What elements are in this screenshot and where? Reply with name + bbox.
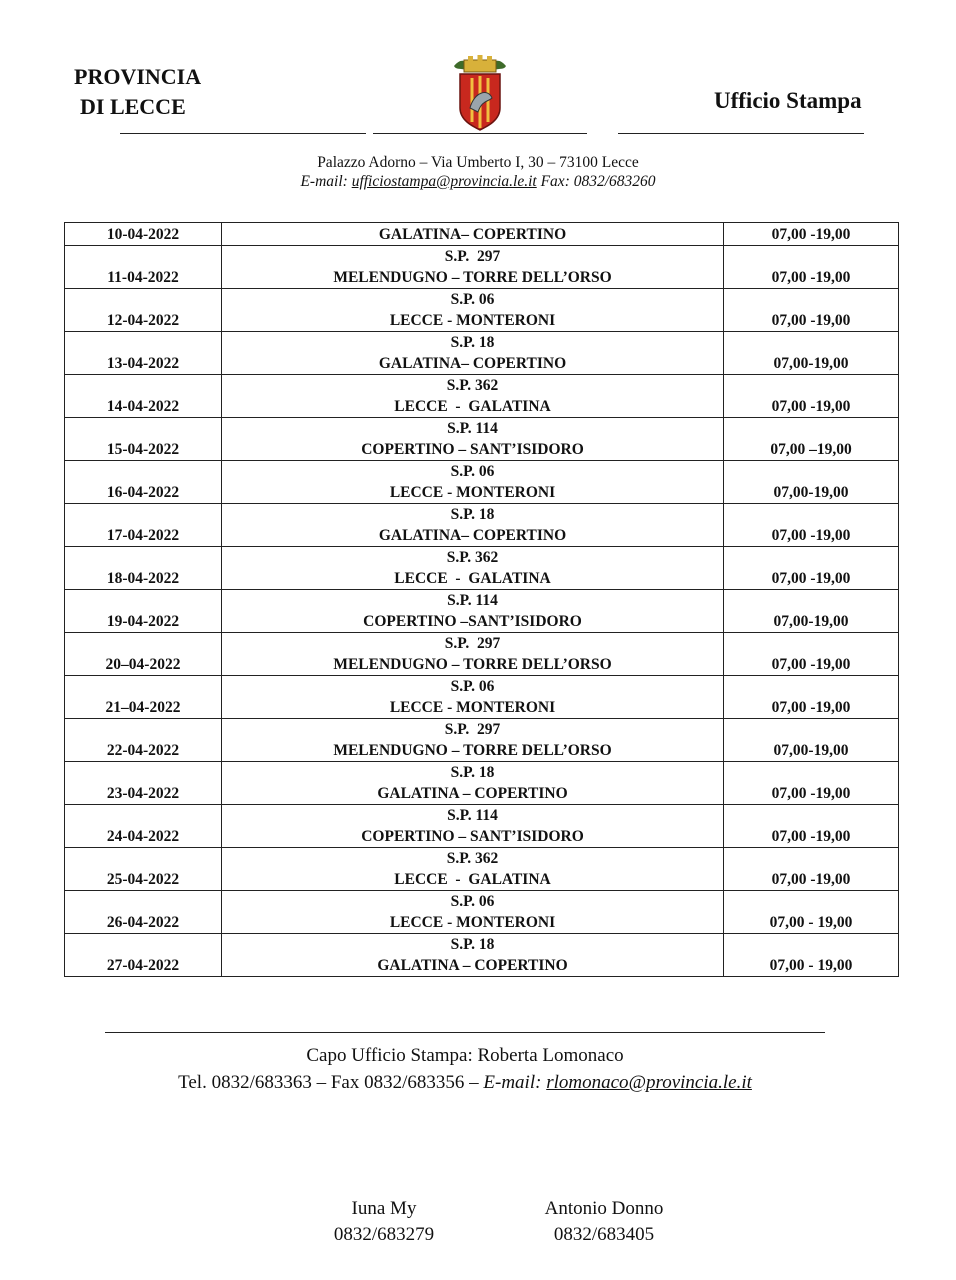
- road-segment: LECCE - GALATINA: [394, 398, 551, 415]
- table-row: [65, 504, 899, 547]
- road-number: S.P. 18: [450, 936, 495, 953]
- table-row: [65, 633, 899, 676]
- date-cell: 23-04-2022: [65, 762, 222, 805]
- footer-phones: Tel. 0832/683363 – Fax 0832/683356 –: [178, 1072, 479, 1093]
- address-line: Palazzo Adorno – Via Umberto I, 30 – 73100 Lecce: [317, 154, 639, 171]
- road-segment: LECCE - MONTERONI: [389, 484, 556, 501]
- road-number: S.P. 06: [450, 893, 495, 910]
- time-cell: 07,00 -19,00: [724, 805, 899, 848]
- press-chief: Capo Ufficio Stampa: Roberta Lomonaco: [306, 1045, 624, 1066]
- date-cell: 13-04-2022: [65, 332, 222, 375]
- date-cell: 21–04-2022: [65, 676, 222, 719]
- date-cell: 20–04-2022: [65, 633, 222, 676]
- time-cell: 07,00 -19,00: [724, 223, 899, 246]
- road-segment: MELENDUGNO – TORRE DELL’ORSO: [333, 656, 612, 673]
- contact-name: Antonio Donno: [544, 1198, 664, 1219]
- contact-1: [284, 1196, 484, 1248]
- road-number: S.P. 18: [450, 506, 495, 523]
- road-segment: GALATINA – COPERTINO: [377, 957, 568, 974]
- header-rule-right: [618, 133, 864, 134]
- address-block: [0, 153, 956, 191]
- road-cell: [222, 332, 724, 375]
- road-cell: [222, 676, 724, 719]
- road-cell: [222, 504, 724, 547]
- email-label: E-mail:: [300, 173, 348, 190]
- contact-name: Iuna My: [351, 1198, 417, 1219]
- header-rule-middle: [373, 133, 587, 134]
- time-cell: 07,00 -19,00: [724, 762, 899, 805]
- road-segment: GALATINA – COPERTINO: [377, 785, 568, 802]
- time-cell: 07,00 -19,00: [724, 289, 899, 332]
- road-cell: [222, 719, 724, 762]
- date-cell: 22-04-2022: [65, 719, 222, 762]
- table-row: [65, 375, 899, 418]
- time-cell: 07,00-19,00: [724, 332, 899, 375]
- org-line-1: PROVINCIA: [74, 64, 202, 89]
- date-cell: 25-04-2022: [65, 848, 222, 891]
- road-cell: [222, 461, 724, 504]
- road-segment: LECCE - GALATINA: [394, 570, 551, 587]
- road-cell: [222, 375, 724, 418]
- road-number: S.P. 297: [444, 721, 501, 738]
- road-number: S.P. 114: [447, 592, 498, 609]
- date-cell: 17-04-2022: [65, 504, 222, 547]
- road-segment: LECCE - MONTERONI: [389, 914, 556, 931]
- road-number: S.P. 18: [450, 334, 495, 351]
- date-cell: 16-04-2022: [65, 461, 222, 504]
- time-cell: 07,00 - 19,00: [724, 891, 899, 934]
- road-number: S.P. 362: [446, 377, 499, 394]
- time-cell: 07,00 -19,00: [724, 246, 899, 289]
- time-cell: 07,00 -19,00: [724, 633, 899, 676]
- table-row: [65, 418, 899, 461]
- road-number: S.P. 06: [450, 291, 495, 308]
- road-number: S.P. 06: [450, 463, 495, 480]
- time-cell: 07,00 -19,00: [724, 848, 899, 891]
- date-cell: 11-04-2022: [65, 246, 222, 289]
- chief-email-link[interactable]: rlomonaco@provincia.le.it: [546, 1072, 752, 1093]
- date-cell: 12-04-2022: [65, 289, 222, 332]
- road-segment: LECCE - MONTERONI: [389, 699, 556, 716]
- road-number: S.P. 297: [444, 635, 501, 652]
- footer-rule: [105, 1032, 825, 1033]
- road-segment: GALATINA– COPERTINO: [378, 355, 567, 372]
- time-cell: 07,00-19,00: [724, 461, 899, 504]
- road-segment: LECCE - GALATINA: [394, 871, 551, 888]
- road-number: S.P. 18: [450, 764, 495, 781]
- contact-2: [504, 1196, 704, 1248]
- date-cell: 10-04-2022: [65, 223, 222, 246]
- time-cell: 07,00 -19,00: [724, 547, 899, 590]
- road-number: S.P. 362: [446, 549, 499, 566]
- road-cell: [222, 547, 724, 590]
- table-row: [65, 719, 899, 762]
- date-cell: 26-04-2022: [65, 891, 222, 934]
- road-number: S.P. 06: [450, 678, 495, 695]
- date-cell: 24-04-2022: [65, 805, 222, 848]
- table-row: [65, 223, 899, 246]
- footer-email-label: E-mail:: [483, 1072, 542, 1093]
- office-email-link[interactable]: ufficiostampa@provincia.le.it: [351, 173, 537, 190]
- road-cell: [222, 223, 724, 246]
- table-row: [65, 289, 899, 332]
- time-cell: 07,00 -19,00: [724, 375, 899, 418]
- time-cell: 07,00-19,00: [724, 590, 899, 633]
- road-segment: MELENDUGNO – TORRE DELL’ORSO: [333, 742, 612, 759]
- road-number: S.P. 362: [446, 850, 499, 867]
- date-cell: 18-04-2022: [65, 547, 222, 590]
- road-cell: [222, 805, 724, 848]
- road-cell: [222, 891, 724, 934]
- contact-phone: 0832/683279: [333, 1224, 435, 1245]
- org-line-2: DI LECCE: [80, 94, 186, 119]
- date-cell: 27-04-2022: [65, 934, 222, 977]
- road-segment: LECCE - MONTERONI: [389, 312, 556, 329]
- contact-line: [0, 172, 956, 191]
- road-number: S.P. 114: [447, 420, 498, 437]
- table-row: [65, 762, 899, 805]
- road-number: S.P. 114: [447, 807, 498, 824]
- header-rule-left: [120, 133, 366, 134]
- road-cell: [222, 848, 724, 891]
- road-segment: COPERTINO –SANT’ISIDORO: [363, 613, 582, 630]
- contact-phone: 0832/683405: [553, 1224, 655, 1245]
- road-cell: [222, 418, 724, 461]
- road-segment: COPERTINO – SANT’ISIDORO: [361, 828, 584, 845]
- footer-contact-line: [0, 1069, 930, 1096]
- organization-name: [74, 62, 201, 122]
- date-cell: 19-04-2022: [65, 590, 222, 633]
- table-row: [65, 332, 899, 375]
- table-row: [65, 676, 899, 719]
- time-cell: 07,00 -19,00: [724, 676, 899, 719]
- fax-number: Fax: 0832/683260: [540, 173, 656, 190]
- road-cell: [222, 633, 724, 676]
- table-row: [65, 590, 899, 633]
- time-cell: 07,00 - 19,00: [724, 934, 899, 977]
- closure-schedule-table: [64, 222, 899, 977]
- province-crest-icon: [448, 52, 512, 132]
- time-cell: 07,00 -19,00: [724, 504, 899, 547]
- road-cell: [222, 246, 724, 289]
- road-segment: GALATINA– COPERTINO: [378, 226, 567, 243]
- road-cell: [222, 590, 724, 633]
- time-cell: 07,00 –19,00: [724, 418, 899, 461]
- road-cell: [222, 934, 724, 977]
- road-cell: [222, 289, 724, 332]
- table-row: [65, 934, 899, 977]
- road-segment: COPERTINO – SANT’ISIDORO: [361, 441, 584, 458]
- date-cell: 15-04-2022: [65, 418, 222, 461]
- table-row: [65, 461, 899, 504]
- table-row: [65, 246, 899, 289]
- road-segment: MELENDUGNO – TORRE DELL’ORSO: [333, 269, 612, 286]
- road-segment: GALATINA– COPERTINO: [378, 527, 567, 544]
- time-cell: 07,00-19,00: [724, 719, 899, 762]
- date-cell: 14-04-2022: [65, 375, 222, 418]
- office-name: Ufficio Stampa: [714, 88, 862, 113]
- table-row: [65, 891, 899, 934]
- table-row: [65, 848, 899, 891]
- table-row: [65, 805, 899, 848]
- road-cell: [222, 762, 724, 805]
- table-row: [65, 547, 899, 590]
- footer-block: [0, 1042, 930, 1096]
- road-number: S.P. 297: [444, 248, 501, 265]
